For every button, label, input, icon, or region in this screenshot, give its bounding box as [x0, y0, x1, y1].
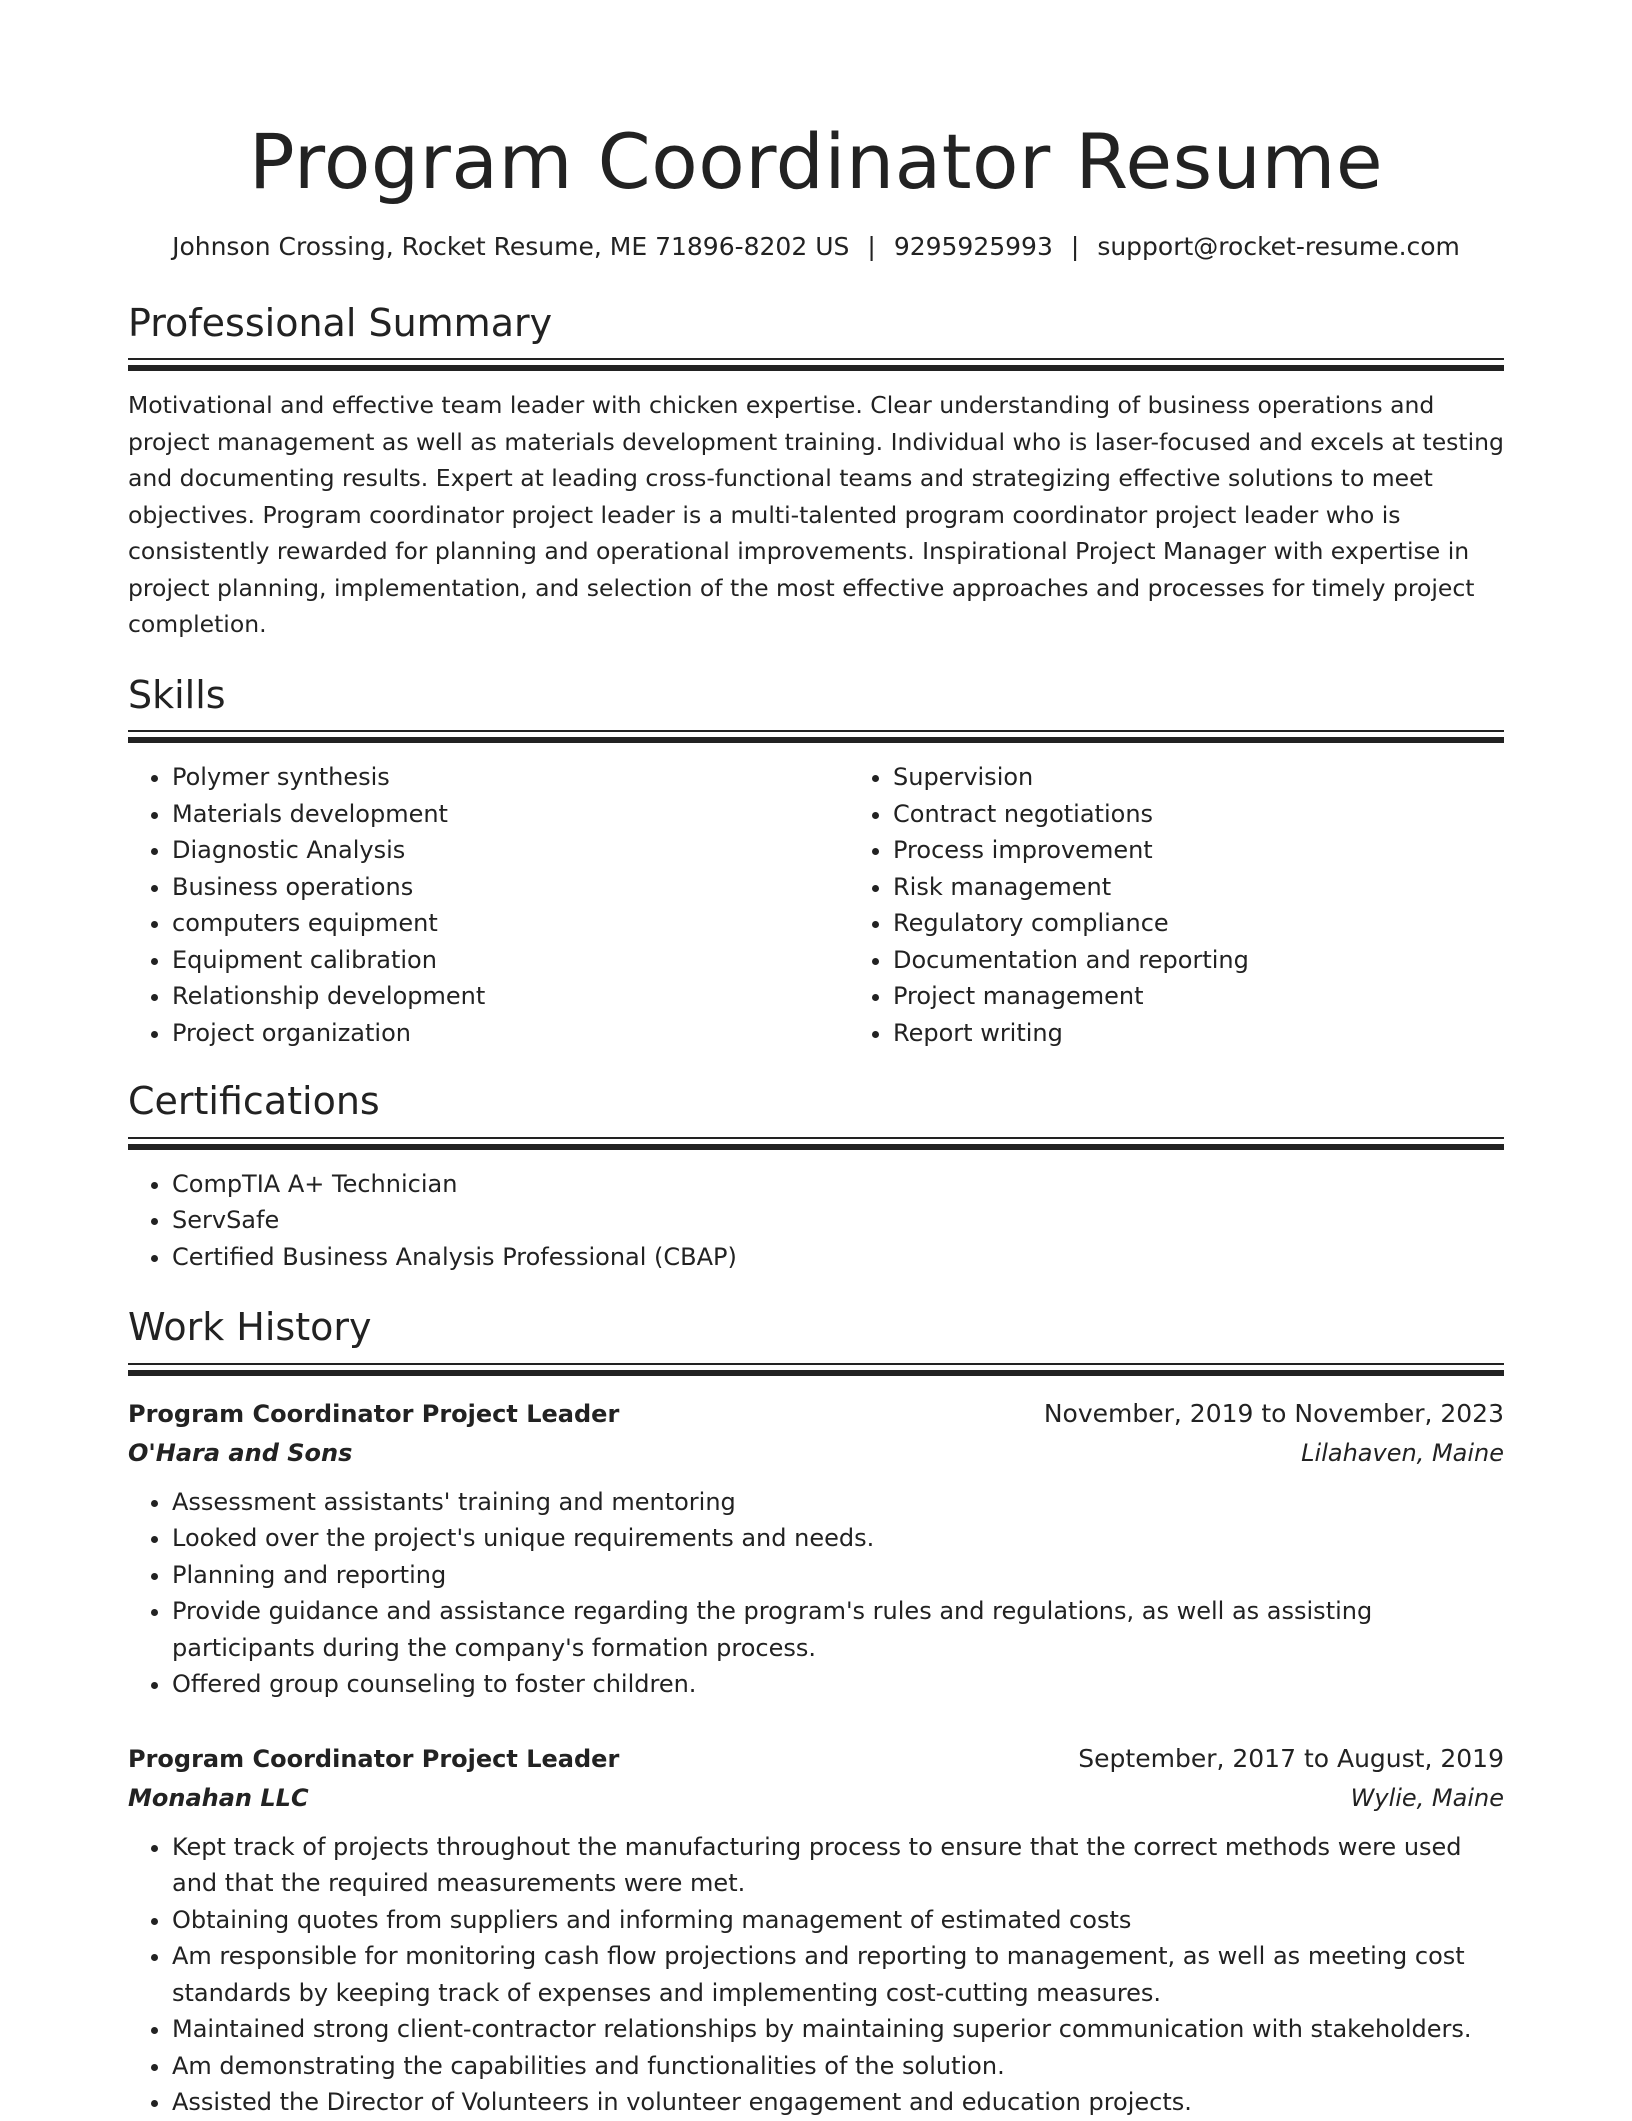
skill-item: • Project management	[893, 978, 1570, 1015]
skill-item: • Risk management	[893, 869, 1570, 906]
job-duty-item: • Assessment assistants' training and mentoring	[172, 1484, 1504, 1521]
job-duties-list	[128, 1829, 1504, 2121]
summary-heading: Professional Summary	[128, 300, 553, 345]
page-title: Program Coordinator Resume	[248, 117, 1384, 206]
job-duty-item: • Kept track of projects throughout the manufacturing process to ensure that the correct methods were used and that the required measurements were met.	[172, 1829, 1504, 1902]
skill-item: • Relationship development	[172, 978, 849, 1015]
skills-list-left	[128, 759, 849, 1051]
job-title: Program Coordinator Project Leader	[128, 1399, 620, 1428]
job-duties-list	[128, 1484, 1504, 1703]
job-duty-item: • Planning and reporting	[172, 1557, 1504, 1594]
certifications-list	[128, 1166, 1504, 1276]
certification-item: • ServSafe	[172, 1202, 1504, 1239]
job-title: Program Coordinator Project Leader	[128, 1744, 620, 1773]
skill-item: • Diagnostic Analysis	[172, 832, 849, 869]
job-dates: November, 2019 to November, 2023	[1043, 1398, 1504, 1428]
section-divider-thick	[128, 737, 1504, 743]
summary-text: Motivational and effective team leader with chicken expertise. Clear understanding of business operations and project management as well as materials development training. Individual who is laser-focused and excels at testing and documenting results. Expert at leading cross-functional teams and strategizing effective solutions to meet objectives. Program coordinator project leader is a multi-talented program coordinator project leader who is consistently rewarded for planning and operational improvements. Inspirational Project Manager with expertise in project planning, implementation, and selection of the most effective approaches and processes for timely project completion.	[128, 391, 1504, 639]
job-employer-row	[128, 1779, 1504, 1817]
skill-item: • Process improvement	[893, 832, 1570, 869]
section-divider	[128, 730, 1504, 732]
job-entry	[128, 1739, 1504, 2121]
contact-separator: |	[1070, 231, 1080, 261]
work-history-heading: Work History	[128, 1305, 372, 1350]
skills-section	[128, 673, 1504, 1052]
contact-line	[128, 232, 1504, 261]
skills-heading: Skills	[128, 672, 226, 717]
skills-grid	[128, 759, 1504, 1051]
section-divider	[128, 1363, 1504, 1365]
job-duty-item: • Maintained strong client-contractor relationships by maintaining superior communication with stakeholders.	[172, 2011, 1504, 2048]
skill-item: • Report writing	[893, 1015, 1570, 1052]
job-entry	[128, 1394, 1504, 1703]
work-history-section	[128, 1305, 1504, 2121]
job-employer-row	[128, 1434, 1504, 1472]
section-divider-thick	[128, 1370, 1504, 1376]
job-header-row	[128, 1394, 1504, 1434]
section-divider	[128, 358, 1504, 360]
section-divider-thick	[128, 1144, 1504, 1150]
job-location: Lilahaven, Maine	[1301, 1438, 1504, 1467]
certification-item: • CompTIA A+ Technician	[172, 1166, 1504, 1203]
job-location: Wylie, Maine	[1350, 1783, 1504, 1812]
job-company: Monahan LLC	[128, 1783, 309, 1812]
certifications-section	[128, 1079, 1504, 1275]
skill-item: • computers equipment	[172, 905, 849, 942]
skills-list-right	[849, 759, 1570, 1051]
job-duty-item: • Am demonstrating the capabilities and functionalities of the solution.	[172, 2048, 1504, 2085]
section-divider	[128, 1137, 1504, 1139]
job-dates: September, 2017 to August, 2019	[1078, 1743, 1504, 1773]
skill-item: • Contract negotiations	[893, 796, 1570, 833]
section-divider-thick	[128, 365, 1504, 371]
job-duty-item: • Obtaining quotes from suppliers and informing management of estimated costs	[172, 1902, 1504, 1939]
contact-phone: 9295925993	[893, 231, 1053, 261]
job-duty-item: • Am responsible for monitoring cash flow projections and reporting to management, as well as meeting cost standards by keeping track of expenses and implementing cost-cutting measures.	[172, 1938, 1504, 2011]
skill-item: • Documentation and reporting	[893, 942, 1570, 979]
contact-email: support@rocket-resume.com	[1097, 231, 1460, 261]
job-header-row	[128, 1739, 1504, 1779]
skill-item: • Polymer synthesis	[172, 759, 849, 796]
job-company: O'Hara and Sons	[128, 1438, 353, 1467]
certifications-heading: Certifications	[128, 1079, 380, 1124]
skill-item: • Regulatory compliance	[893, 905, 1570, 942]
skill-item: • Project organization	[172, 1015, 849, 1052]
contact-separator: |	[867, 231, 876, 261]
skill-item: • Supervision	[893, 759, 1570, 796]
job-duty-item: • Provide guidance and assistance regarding the program's rules and regulations, as well as assisting participants during the company's formation process.	[172, 1593, 1504, 1666]
contact-address: Johnson Crossing, Rocket Resume, ME 71896-8202 US	[172, 231, 850, 261]
job-duty-item: • Assisted the Director of Volunteers in volunteer engagement and education projects.	[172, 2084, 1504, 2121]
skill-item: • Materials development	[172, 796, 849, 833]
summary-section	[128, 301, 1504, 643]
skill-item: • Business operations	[172, 869, 849, 906]
job-duty-item: • Offered group counseling to foster children.	[172, 1666, 1504, 1703]
job-duty-item: • Looked over the project's unique requirements and needs.	[172, 1520, 1504, 1557]
skill-item: • Equipment calibration	[172, 942, 849, 979]
certification-item: • Certified Business Analysis Professional (CBAP)	[172, 1239, 1504, 1276]
